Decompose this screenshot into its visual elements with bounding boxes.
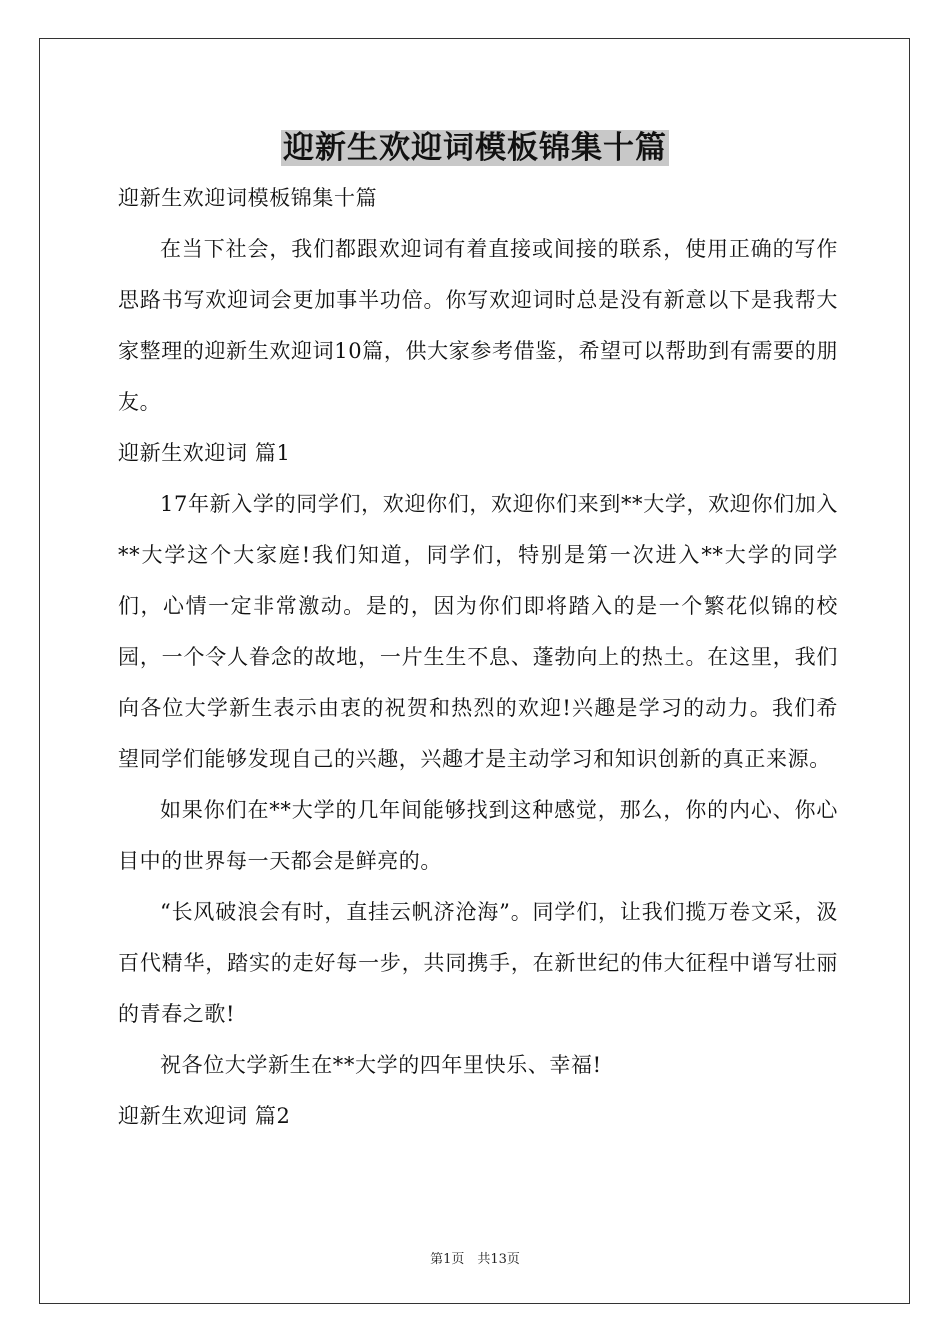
document-title-text: 迎新生欢迎词模板锦集十篇 [283, 130, 667, 166]
section-heading-2: 迎新生欢迎词 篇2 [118, 1104, 291, 1128]
section-1-paragraph-1: 17年新入学的同学们，欢迎你们，欢迎你们来到**大学，欢迎你们加入**大学这个大家庭!我们知道，同学们，特别是第一次进入**大学的同学们，心情一定非常激动。是的，因为你们即将踏入的是一个繁花似锦的校园，一个令人眷念的故地，一片生生不息、蓬勃向上的热土。在这里，我们向各位大学新生表示由衷的祝贺和热烈的欢迎!兴趣是学习的动力。我们希望同学们能够发现自己的兴趣，兴趣才是主动学习和知识创新的真正来源。 [118, 492, 838, 771]
page-footer [0, 1248, 950, 1267]
document-subtitle: 迎新生欢迎词模板锦集十篇 [118, 186, 378, 210]
section-heading-1: 迎新生欢迎词 篇1 [118, 441, 291, 465]
section-1-paragraph-4: 祝各位大学新生在**大学的四年里快乐、幸福! [160, 1053, 602, 1077]
section-1-paragraph-3: “长风破浪会有时，直挂云帆济沧海”。同学们，让我们揽万卷文采，汲百代精华，踏实的走好每一步，共同携手，在新世纪的伟大征程中谱写壮丽的青春之歌! [118, 900, 838, 1026]
intro-paragraph: 在当下社会，我们都跟欢迎词有着直接或间接的联系，使用正确的写作思路书写欢迎词会更加事半功倍。你写欢迎词时总是没有新意以下是我帮大家整理的迎新生欢迎词10篇，供大家参考借鉴，希望可以帮助到有需要的朋友。 [118, 237, 838, 414]
document-body [118, 173, 838, 1142]
document-title [0, 124, 950, 172]
page-number: 第1页 共13页 [430, 1252, 520, 1267]
section-1-paragraph-2: 如果你们在**大学的几年间能够找到这种感觉，那么，你的内心、你心目中的世界每一天都会是鲜亮的。 [118, 798, 838, 873]
